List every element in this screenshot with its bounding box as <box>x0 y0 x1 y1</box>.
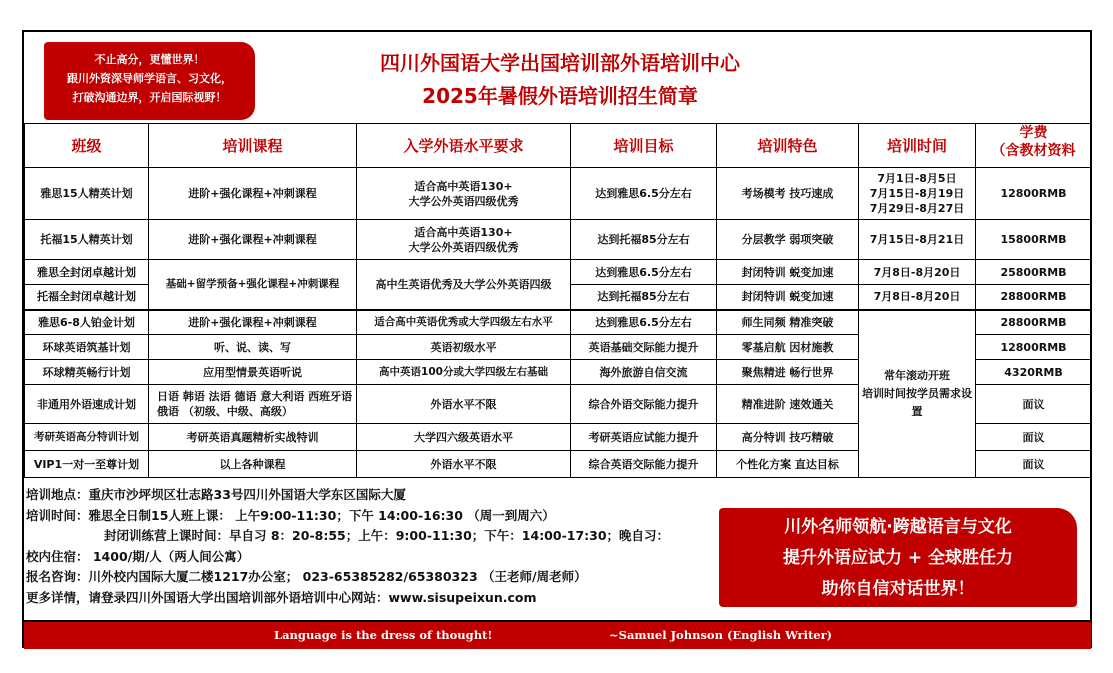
cell-feature: 高分特训 技巧精破 <box>717 424 859 451</box>
cell-fee: 28800RMB <box>976 310 1092 335</box>
cell-feature: 零基启航 因材施教 <box>717 335 859 360</box>
promo-line-1: 川外名师领航·跨越语言与文化 <box>784 517 1012 537</box>
slogan-line-2: 跟川外资深导师学语言、习文化， <box>67 72 232 85</box>
cell-class: 环球英语筑基计划 <box>25 335 149 360</box>
page-title: 四川外国语大学出国培训部外语培训中心 <box>380 51 740 75</box>
col-header-class: 班级 <box>25 124 149 168</box>
cell-class: 非通用外语速成计划 <box>25 385 149 424</box>
cell-goal: 海外旅游自信交流 <box>571 360 717 385</box>
cell-course: 进阶+强化课程+冲刺课程 <box>149 220 357 260</box>
cell-course: 考研英语真题精析实战特训 <box>149 424 357 451</box>
cell-feature: 师生同频 精准突破 <box>717 310 859 335</box>
cell-time: 7月15日-8月21日 <box>859 220 976 260</box>
cell-fee: 4320RMB <box>976 360 1092 385</box>
page-subtitle: 2025年暑假外语培训招生简章 <box>422 84 698 108</box>
cell-goal: 考研英语应试能力提升 <box>571 424 717 451</box>
cell-goal: 英语基础交际能力提升 <box>571 335 717 360</box>
cell-class: 雅思全封闭卓越计划 <box>25 260 149 285</box>
cell-level: 适合高中英语130+ 大学公外英语四级优秀 <box>357 168 571 220</box>
cell-course: 基础+留学预备+强化课程+冲刺课程 <box>149 260 357 310</box>
cell-fee: 面议 <box>976 385 1092 424</box>
table-row <box>25 168 1092 220</box>
cell-level: 英语初级水平 <box>357 335 571 360</box>
cell-class: 雅思15人精英计划 <box>25 168 149 220</box>
promo-line-3: 助你自信对话世界！ <box>821 579 975 599</box>
slogan-line-1: 不止高分，更懂世界！ <box>94 53 205 66</box>
info-time-2: 封闭训练营上课时间：早自习 8：20-8:55；上午：9:00-11:30；下午：14:00-17:30；晚自习： <box>104 528 670 544</box>
cell-class: 托福全封闭卓越计划 <box>25 285 149 310</box>
slogan-banner <box>44 42 255 120</box>
cell-time-rolling: 常年滚动开班 培训时间按学员需求设置 <box>859 310 976 478</box>
cell-goal: 达到托福85分左右 <box>571 220 717 260</box>
cell-feature: 个性化方案 直达目标 <box>717 451 859 478</box>
cell-goal: 综合英语交际能力提升 <box>571 451 717 478</box>
footer-quote: Language is the dress of thought! <box>274 628 493 642</box>
cell-feature: 考场模考 技巧速成 <box>717 168 859 220</box>
info-contact: 报名咨询：川外校内国际大厦二楼1217办公室； 023-65385282/65380323 （王老师/周老师） <box>26 569 587 585</box>
cell-goal: 达到托福85分左右 <box>571 285 717 310</box>
table-header-row <box>25 124 1092 168</box>
cell-level: 高中生英语优秀及大学公外英语四级 <box>357 260 571 310</box>
cell-course: 进阶+强化课程+冲刺课程 <box>149 310 357 335</box>
info-website[interactable]: 更多详情，请登录四川外国语大学出国培训部外语培训中心网站：www.sisupeixun.com <box>26 589 537 605</box>
col-header-fee: 学费 （含教材资料 <box>976 124 1092 168</box>
cell-goal: 达到雅思6.5分左右 <box>571 168 717 220</box>
cell-course: 以上各种课程 <box>149 451 357 478</box>
col-header-goal: 培训目标 <box>571 124 717 168</box>
col-header-feature: 培训特色 <box>717 124 859 168</box>
cell-goal: 达到雅思6.5分左右 <box>571 260 717 285</box>
cell-time: 7月8日-8月20日 <box>859 260 976 285</box>
cell-course: 日语 韩语 法语 德语 意大利语 西班牙语 俄语 （初级、中级、高级） <box>149 385 357 424</box>
cell-feature: 分层教学 弱项突破 <box>717 220 859 260</box>
cell-time: 7月8日-8月20日 <box>859 285 976 310</box>
cell-fee: 12800RMB <box>976 168 1092 220</box>
cell-feature: 封闭特训 蜕变加速 <box>717 285 859 310</box>
col-header-level: 入学外语水平要求 <box>357 124 571 168</box>
cell-fee: 面议 <box>976 451 1092 478</box>
cell-fee: 25800RMB <box>976 260 1092 285</box>
cell-fee: 面议 <box>976 424 1092 451</box>
col-header-course: 培训课程 <box>149 124 357 168</box>
footer-author: ~Samuel Johnson (English Writer) <box>609 628 833 642</box>
promo-banner <box>719 508 1077 607</box>
cell-level: 高中英语100分或大学四级左右基础 <box>357 360 571 385</box>
cell-level: 适合高中英语130+ 大学公外英语四级优秀 <box>357 220 571 260</box>
info-location: 培训地点：重庆市沙坪坝区壮志路33号四川外国语大学东区国际大厦 <box>26 487 406 502</box>
table-row <box>25 260 1092 285</box>
info-time-1: 培训时间：雅思全日制15人班上课： 上午9:00-11:30；下午 14:00-16:30 （周一到周六） <box>26 507 555 523</box>
info-section <box>26 485 726 609</box>
cell-time: 7月1日-8月5日 7月15日-8月19日 7月29日-8月27日 <box>859 168 976 220</box>
cell-class: 托福15人精英计划 <box>25 220 149 260</box>
cell-goal: 综合外语交际能力提升 <box>571 385 717 424</box>
cell-level: 大学四六级英语水平 <box>357 424 571 451</box>
cell-course: 进阶+强化课程+冲刺课程 <box>149 168 357 220</box>
cell-fee: 12800RMB <box>976 335 1092 360</box>
cell-class: 考研英语高分特训计划 <box>25 424 149 451</box>
col-header-time: 培训时间 <box>859 124 976 168</box>
cell-fee: 15800RMB <box>976 220 1092 260</box>
cell-feature: 封闭特训 蜕变加速 <box>717 260 859 285</box>
table-row <box>25 220 1092 260</box>
slogan-line-3: 打破沟通边界，开启国际视野！ <box>72 91 227 104</box>
cell-goal: 达到雅思6.5分左右 <box>571 310 717 335</box>
table-row <box>25 310 1092 335</box>
course-table <box>24 123 1092 478</box>
cell-level: 外语水平不限 <box>357 451 571 478</box>
cell-level: 外语水平不限 <box>357 385 571 424</box>
cell-class: VIP1一对一至尊计划 <box>25 451 149 478</box>
cell-class: 雅思6-8人铂金计划 <box>25 310 149 335</box>
cell-class: 环球精英畅行计划 <box>25 360 149 385</box>
cell-fee: 28800RMB <box>976 285 1092 310</box>
footer-bar <box>24 620 1091 649</box>
cell-course: 听、说、读、写 <box>149 335 357 360</box>
info-lodging: 校内住宿： 1400/期/人（两人间公寓） <box>26 548 250 564</box>
cell-level: 适合高中英语优秀或大学四级左右水平 <box>357 310 571 335</box>
cell-feature: 精准进阶 速效通关 <box>717 385 859 424</box>
cell-feature: 聚焦精进 畅行世界 <box>717 360 859 385</box>
promo-line-2: 提升外语应试力 + 全球胜任力 <box>782 548 1014 568</box>
cell-course: 应用型情景英语听说 <box>149 360 357 385</box>
